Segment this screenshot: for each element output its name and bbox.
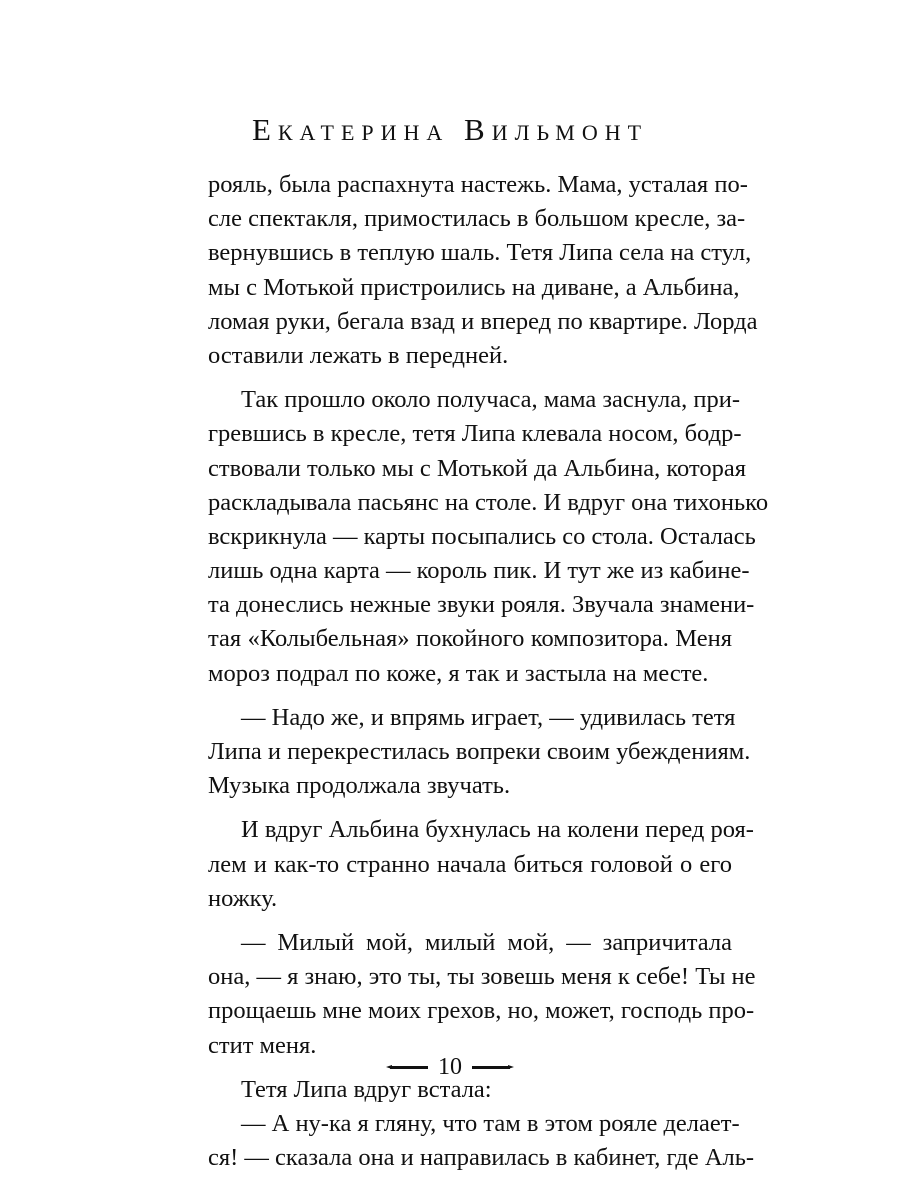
text-line: она, — я знаю, это ты, ты зовешь меня к себе! Ты не [208, 963, 756, 991]
text-line: сле спектакля, примостилась в большом кресле, за- [208, 205, 746, 233]
author-name: Екатерина Вильмонт [251, 112, 649, 147]
text-line: вернувшись в теплую шаль. Тетя Липа села на стул, [208, 239, 752, 267]
text-line: вскрикнула — карты посыпались со стола. Осталась [208, 522, 756, 550]
text-line: рояль, была распахнута настежь. Мама, усталая по- [208, 171, 748, 198]
text-line: лишь одна карта — король пик. И тут же из кабине- [208, 557, 750, 585]
text-line: тая «Колыбельная» покойного композитора. Меня [208, 625, 732, 653]
text-line: оставили лежать в передней. [208, 341, 509, 369]
left-ornament-dash [390, 1066, 428, 1069]
text-line: ломая руки, бегала взад и вперед по квартире. Лорда [208, 307, 758, 335]
text-line: раскладывала пасьянс на столе. И вдруг она тихонько [208, 488, 769, 516]
page-footer [0, 1054, 900, 1081]
text-line: лем и как-то странно начала биться головой о его [208, 850, 732, 878]
text-line: прощаешь мне моих грехов, но, может, господь про- [208, 997, 755, 1025]
running-header [0, 112, 900, 148]
text-line: гревшись в кресле, тетя Липа клевала носом, бодр- [208, 420, 742, 448]
text-line: Липа и перекрестилась вопреки своим убеждениям. [208, 738, 751, 765]
paragraph-start-line: Так прошло около получаса, мама заснула, при- [241, 386, 741, 414]
body-text [208, 168, 769, 1175]
text-line: Музыка продолжала звучать. [208, 772, 511, 800]
text-line: стит меня. [208, 1031, 317, 1059]
paragraph-start-line: Тетя Липа вдруг встала: [241, 1075, 492, 1103]
text-line: ся! — сказала она и направилась в кабинет, где Аль- [208, 1144, 755, 1172]
paragraph-start-line: — Милый мой, милый мой, — запричитала [241, 928, 732, 956]
text-line: ствовали только мы с Мотькой да Альбина, которая [208, 454, 746, 482]
paragraph-start-line: — Надо же, и впрямь играет, — удивилась тетя [241, 703, 736, 731]
text-line: ножку. [208, 884, 278, 912]
text-line: мороз подрал по коже, я так и застыла на месте. [208, 659, 709, 687]
page-number: 10 [438, 1054, 462, 1080]
paragraph-start-line: И вдруг Альбина бухнулась на колени перед роя- [241, 816, 754, 844]
right-ornament-dash [472, 1066, 510, 1069]
text-line: мы с Мотькой пристроились на диване, а Альбина, [208, 273, 740, 301]
text-line: та донеслись нежные звуки рояля. Звучала знамени- [208, 591, 755, 619]
paragraph-start-line: — А ну-ка я гляну, что там в этом рояле делает- [241, 1109, 740, 1137]
